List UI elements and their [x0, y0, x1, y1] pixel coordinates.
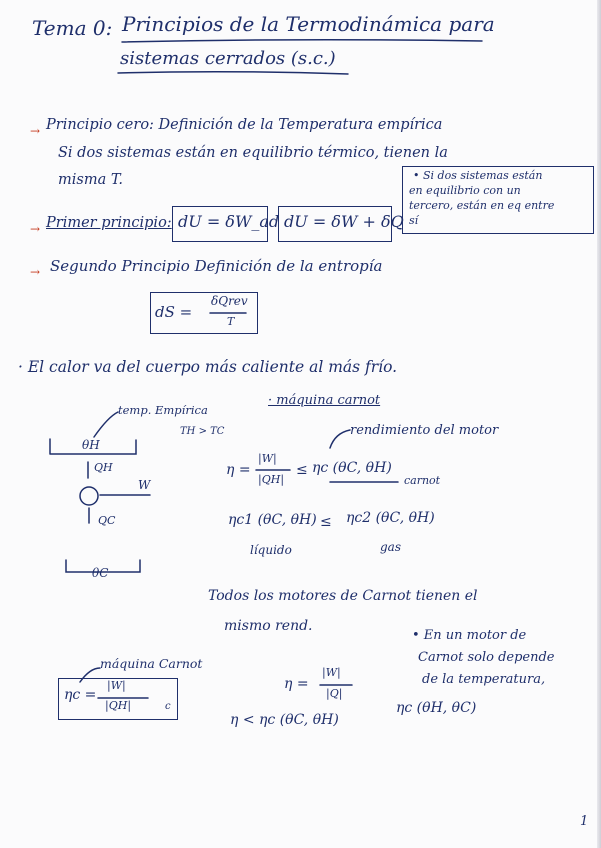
entropy-lhs: dS = [155, 303, 193, 321]
machine-label: máquina Carnot [100, 656, 203, 671]
note-motor-1: • En un motor de [412, 628, 527, 643]
entropy-num: δQrev [211, 294, 248, 308]
engine-circle [80, 487, 98, 505]
note-motor-2: Carnot solo depende [418, 650, 555, 665]
note-box [402, 166, 594, 234]
title-prefix: Tema 0: [32, 16, 113, 40]
zero-text-2: misma T. [58, 172, 123, 188]
eta-num: |W| [322, 666, 341, 679]
rendimiento-pointer [330, 430, 350, 448]
note-line-1: • Si dos sistemas están [413, 169, 543, 182]
motors-line-2: mismo rend. [224, 618, 313, 634]
gas-label: gas [380, 540, 401, 554]
eff-leq: ≤ [296, 462, 308, 478]
second-heading: Segundo Principio Definición de la entropía [50, 257, 383, 275]
q-c: QC [98, 514, 116, 527]
entropy-den: T [227, 315, 235, 328]
temp-label: temp. Empírica [118, 403, 208, 417]
note-line-2: en equilibrio con un [409, 184, 521, 197]
boxed-eq-box [58, 678, 178, 720]
work-label: W [138, 478, 151, 492]
page-number: 1 [580, 814, 589, 829]
eff-den: |QH| [258, 473, 285, 486]
first-heading: Primer principio: [46, 215, 172, 231]
temp-order: TH > TC [180, 426, 225, 437]
temp-pointer [94, 412, 118, 437]
first-eq1: dU = δW_ad [178, 212, 280, 231]
motors-line-1: Todos los motores de Carnot tienen el [208, 588, 478, 604]
title-underline-1 [122, 40, 482, 42]
eff-num: |W| [258, 452, 277, 465]
bullet-arrow-first: → [30, 222, 41, 236]
compare-rhs: ηc2 (θC, θH) [346, 510, 435, 526]
first-eq1-box [172, 206, 280, 242]
liquid-label: líquido [250, 543, 292, 557]
eta-ineq: η < ηc (θC, θH) [230, 712, 339, 728]
eta-den: |Q| [326, 687, 343, 700]
q-h: QH [94, 461, 113, 474]
note-motor-3: de la temperatura, [422, 672, 546, 687]
note-line-4: sí [409, 214, 419, 227]
title-line-1: Principios de la Termodinámica para [122, 12, 495, 36]
title-underline-2 [118, 72, 348, 74]
eta-lhs: η = [284, 676, 309, 692]
carnot-title: · máquina carnot [268, 393, 381, 408]
entropy-box [150, 292, 258, 334]
bullet-arrow-zero: → [30, 124, 41, 138]
zero-text-1: Si dos sistemas están en equilibrio térmico, tienen la [58, 145, 448, 161]
eff-lhs: η = [226, 462, 251, 478]
boxed-sub: c [165, 701, 171, 712]
boxed-den: |QH| [105, 699, 132, 712]
eff-carnot: ηc (θC, θH) [312, 460, 392, 476]
first-eq2-box [278, 206, 404, 242]
title-line-2: sistemas cerrados (s.c.) [120, 48, 336, 69]
note-line-3: tercero, están en eq entre [409, 199, 555, 212]
heat-statement: · El calor va del cuerpo más caliente al más frío. [18, 358, 398, 376]
note-motor-eq: ηc (θH, θC) [396, 700, 477, 716]
compare-leq: ≤ [320, 514, 332, 530]
efficiency-note: rendimiento del motor [350, 423, 499, 438]
compare-lhs: ηc1 (θC, θH) [228, 512, 317, 528]
bullet-arrow-second: → [30, 265, 41, 279]
boxed-num: |W| [107, 679, 126, 692]
first-eq2: dU = δW + δQ [284, 212, 404, 231]
carnot-label: carnot [404, 474, 441, 487]
theta-c: θC [92, 566, 109, 580]
boxed-eq-lhs: ηc = [64, 687, 97, 703]
zero-heading: Principio cero: Definición de la Temperatura empírica [46, 117, 443, 133]
theta-h: θH [82, 438, 100, 452]
